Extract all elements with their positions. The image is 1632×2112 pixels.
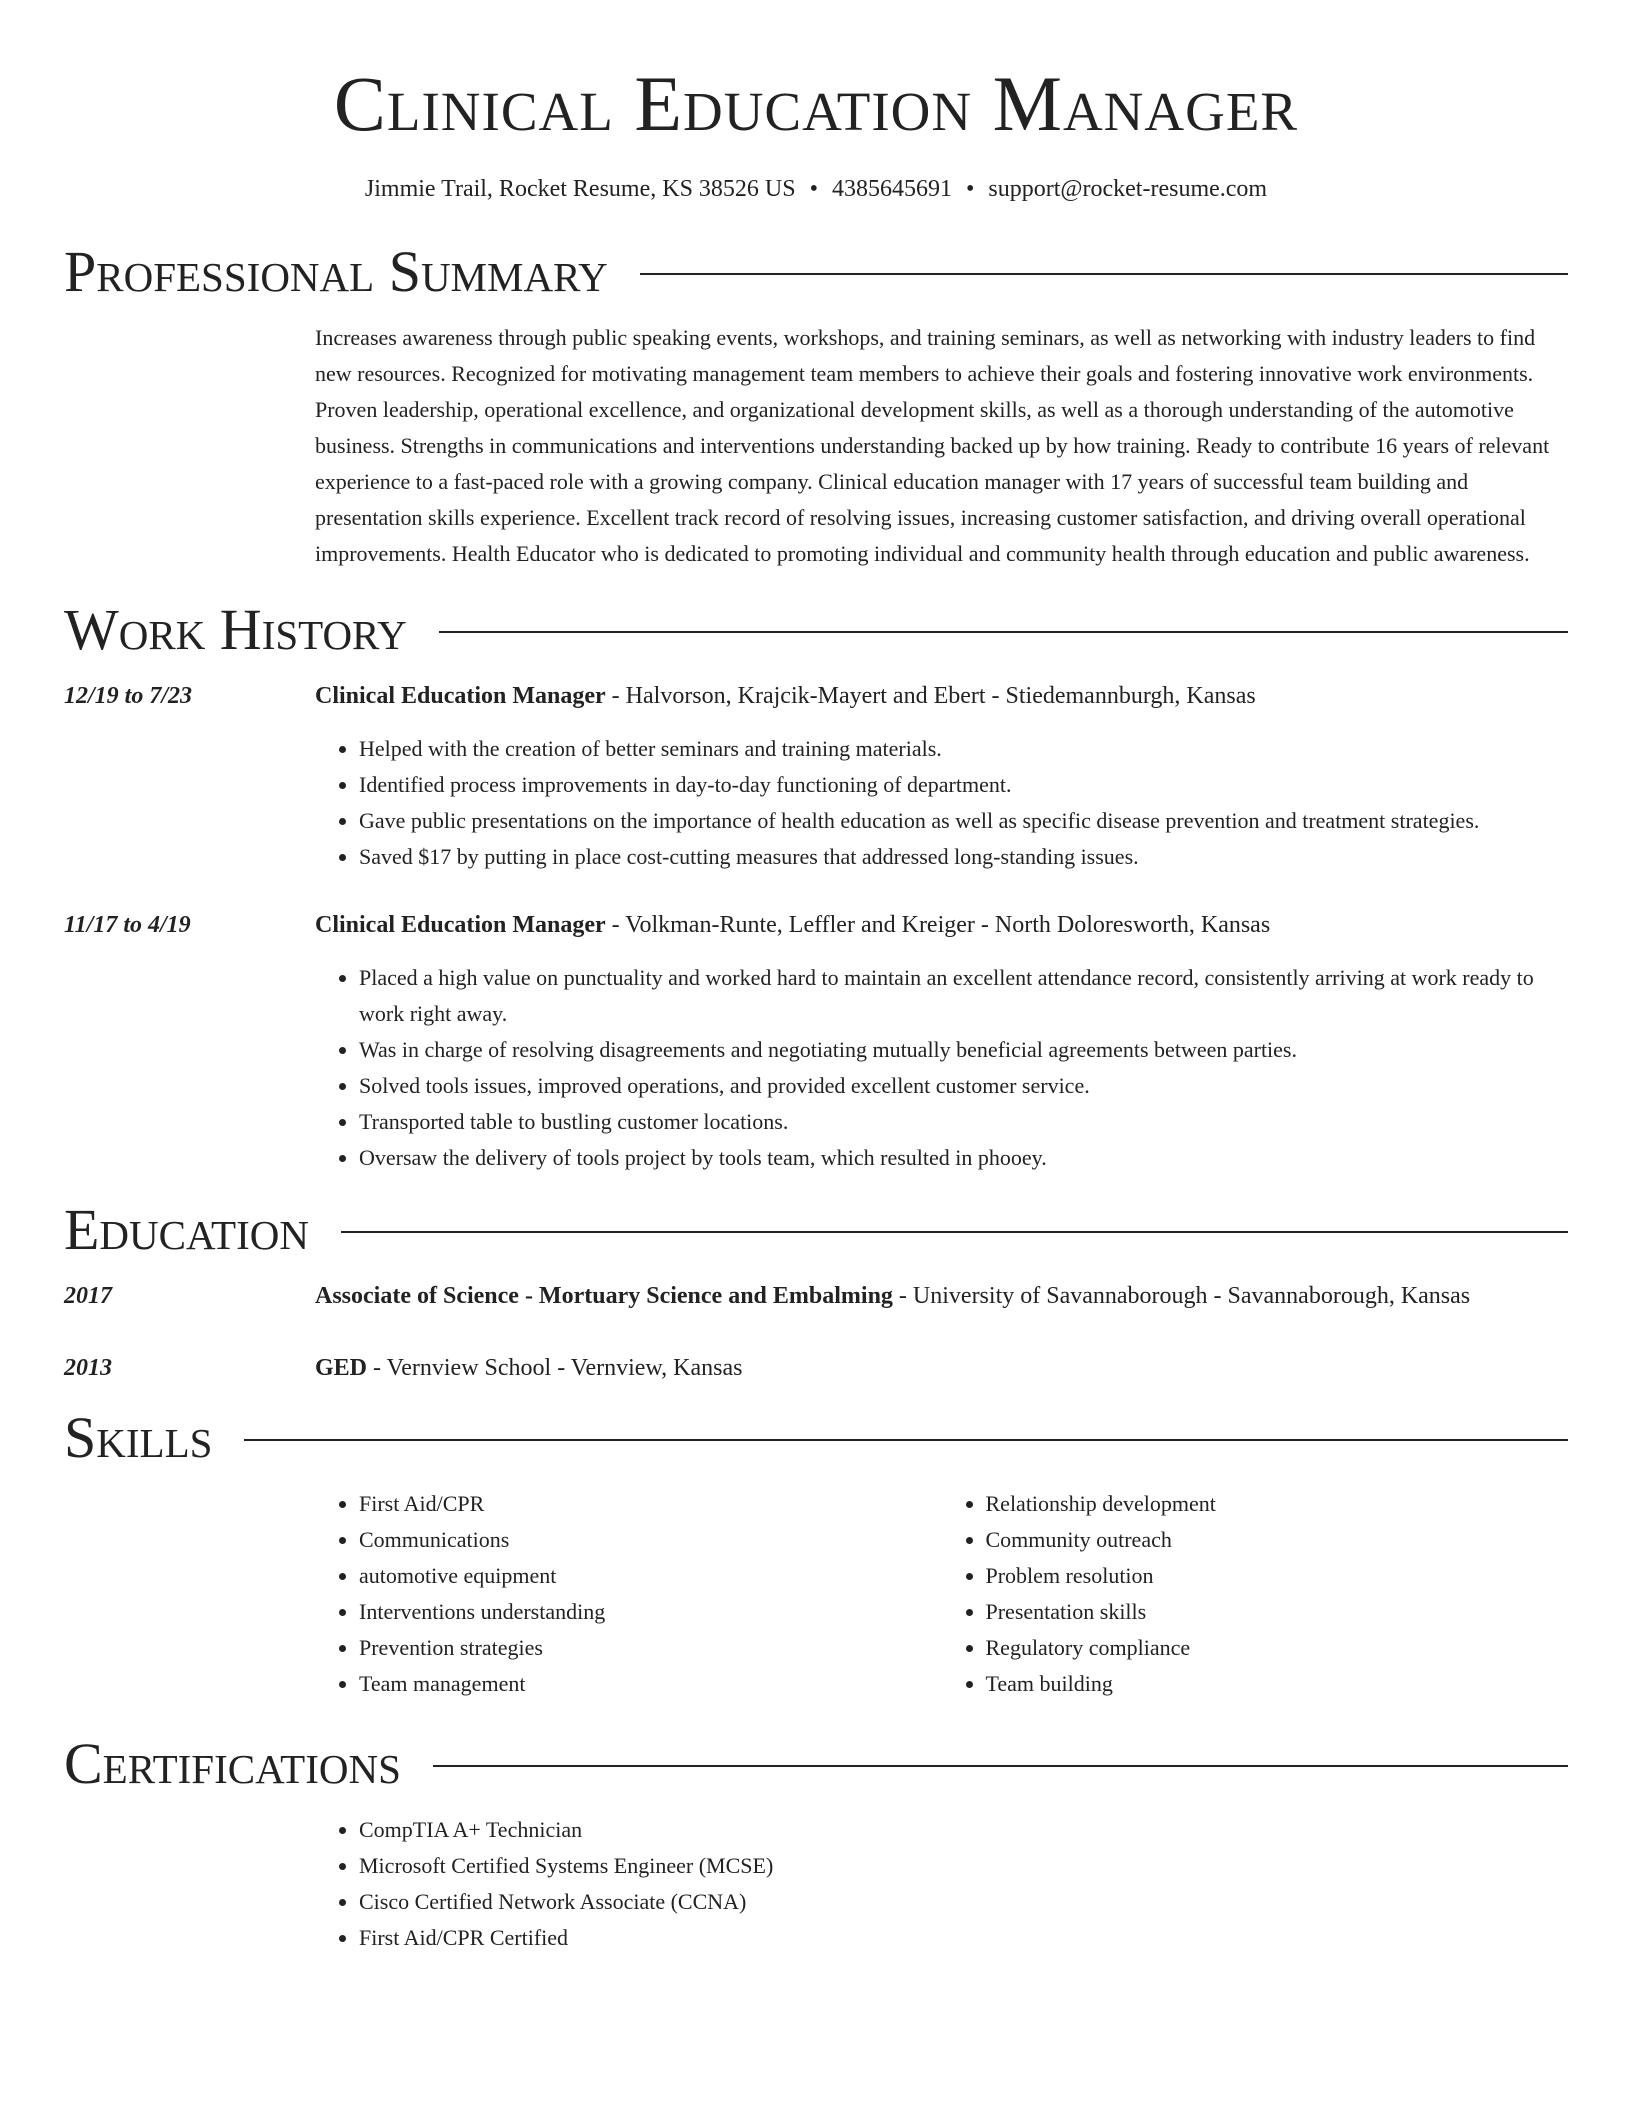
job-dates: 12/19 to 7/23 [64,683,193,709]
job-bullet: • Helped with the creation of better seminars and training materials. [359,731,1568,767]
section-title-summary: Professional Summary [64,239,608,304]
contact-phone: 4385645691 [832,176,952,202]
education-year: 2013 [64,1355,112,1381]
skill-item: • Relationship development [986,1486,1569,1522]
section-title-certifications: Certifications [64,1731,401,1796]
section-divider [341,1231,1568,1233]
certification-item: • First Aid/CPR Certified [359,1920,1568,1956]
contact-separator: • [966,176,975,202]
job-content [315,678,1568,875]
skill-item: • Community outreach [986,1522,1569,1558]
contact-address: Jimmie Trail, Rocket Resume, KS 38526 US [364,176,796,202]
skill-item: • Prevention strategies [359,1630,942,1666]
section-divider [244,1439,1568,1441]
education-entry [64,1278,1568,1314]
job-bullets [315,960,1568,1176]
job-heading [315,678,1568,714]
skill-item: • Team building [986,1666,1569,1702]
skills-grid [315,1486,1568,1702]
job-bullet: • Was in charge of resolving disagreements and negotiating mutually beneficial agreements between parties. [359,1032,1568,1068]
skill-item: • Presentation skills [986,1594,1569,1630]
job-bullet: • Oversaw the delivery of tools project by tools team, which resulted in phooey. [359,1140,1568,1176]
summary-content [315,320,1568,572]
job-details: - Volkman-Runte, Leffler and Kreiger - North Doloresworth, Kansas [605,912,1271,938]
certifications-content [315,1812,1568,1956]
job-bullets [315,731,1568,875]
job-heading [315,907,1568,943]
skills-row [64,1486,1568,1702]
job-bullet: • Saved $17 by putting in place cost-cutting measures that addressed long-standing issues. [359,839,1568,875]
skills-list-right [942,1486,1569,1702]
education-details: - University of Savannaborough - Savannaborough, Kansas [892,1283,1471,1309]
section-header-certifications [64,1732,1568,1796]
resume-name: Clinical Education Manager [333,60,1299,147]
skill-item: • Problem resolution [986,1558,1569,1594]
certification-item: • Cisco Certified Network Associate (CCNA) [359,1884,1568,1920]
job-entry [64,678,1568,875]
skill-item: • Communications [359,1522,942,1558]
job-bullet: • Solved tools issues, improved operations, and provided excellent customer service. [359,1068,1568,1104]
job-bullet: • Placed a high value on punctuality and worked hard to maintain an excellent attendance record, consistently arriving at work ready to work right away. [359,960,1568,1032]
resume-page [64,0,1568,1956]
education-details: - Vernview School - Vernview, Kansas [367,1355,743,1381]
section-header-work [64,598,1568,662]
education-content [315,1278,1568,1314]
certifications-row [64,1812,1568,1956]
job-content [315,907,1568,1176]
contact-separator: • [809,176,818,202]
section-header-education [64,1198,1568,1262]
contact-email: support@rocket-resume.com [988,176,1268,202]
job-details: - Halvorson, Krajcik-Mayert and Ebert - Stiedemannburgh, Kansas [605,683,1256,709]
skills-list-left [315,1486,942,1702]
skill-item: • Regulatory compliance [986,1630,1569,1666]
education-entry [64,1350,1568,1386]
section-divider [640,273,1568,275]
section-divider [433,1765,1568,1767]
education-content [315,1350,1568,1386]
section-header-skills [64,1406,1568,1470]
certification-item: • Microsoft Certified Systems Engineer (MCSE) [359,1848,1568,1884]
job-entry [64,907,1568,1176]
section-title-skills: Skills [64,1405,213,1470]
summary-row [64,320,1568,572]
skills-spacer [64,1486,315,1702]
skill-item: • Team management [359,1666,942,1702]
contact-line [64,174,1568,204]
education-degree: Associate of Science - Mortuary Science and Embalming [315,1283,893,1309]
certification-item: • CompTIA A+ Technician [359,1812,1568,1848]
skill-item: • Interventions understanding [359,1594,942,1630]
job-title: Clinical Education Manager [315,912,606,938]
job-bullet: • Gave public presentations on the importance of health education as well as specific disease prevention and treatment strategies. [359,803,1568,839]
section-title-work: Work History [64,597,407,662]
certifications-list [315,1812,1568,1956]
certifications-spacer [64,1812,315,1956]
job-title: Clinical Education Manager [315,683,606,709]
skill-item: • First Aid/CPR [359,1486,942,1522]
summary-spacer [64,320,315,572]
skill-item: • automotive equipment [359,1558,942,1594]
education-degree: GED [315,1355,368,1381]
job-bullet: • Transported table to bustling customer locations. [359,1104,1568,1140]
section-divider [439,631,1568,633]
section-title-education: Education [64,1197,309,1262]
education-year: 2017 [64,1283,112,1309]
job-bullet: • Identified process improvements in day-to-day functioning of department. [359,767,1568,803]
summary-text: Increases awareness through public speaking events, workshops, and training seminars, as well as networking with industry leaders to find new resources. Recognized for motivating management team members to achieve their goals and fostering innovative work environments. Proven leadership, operational excellence, and organizational development skills, as well as a thorough understanding of the automotive business. Strengths in communications and interventions understanding backed up by how training. Ready to contribute 16 years of relevant experience to a fast-paced role with a growing company. Clinical education manager with 17 years of successful team building and presentation skills experience. Excellent track record of resolving issues, increasing customer satisfaction, and driving overall operational improvements. Health Educator who is dedicated to promoting individual and community health through education and public awareness. [315,325,1550,566]
section-header-summary [64,240,1568,304]
job-dates: 11/17 to 4/19 [64,912,191,938]
